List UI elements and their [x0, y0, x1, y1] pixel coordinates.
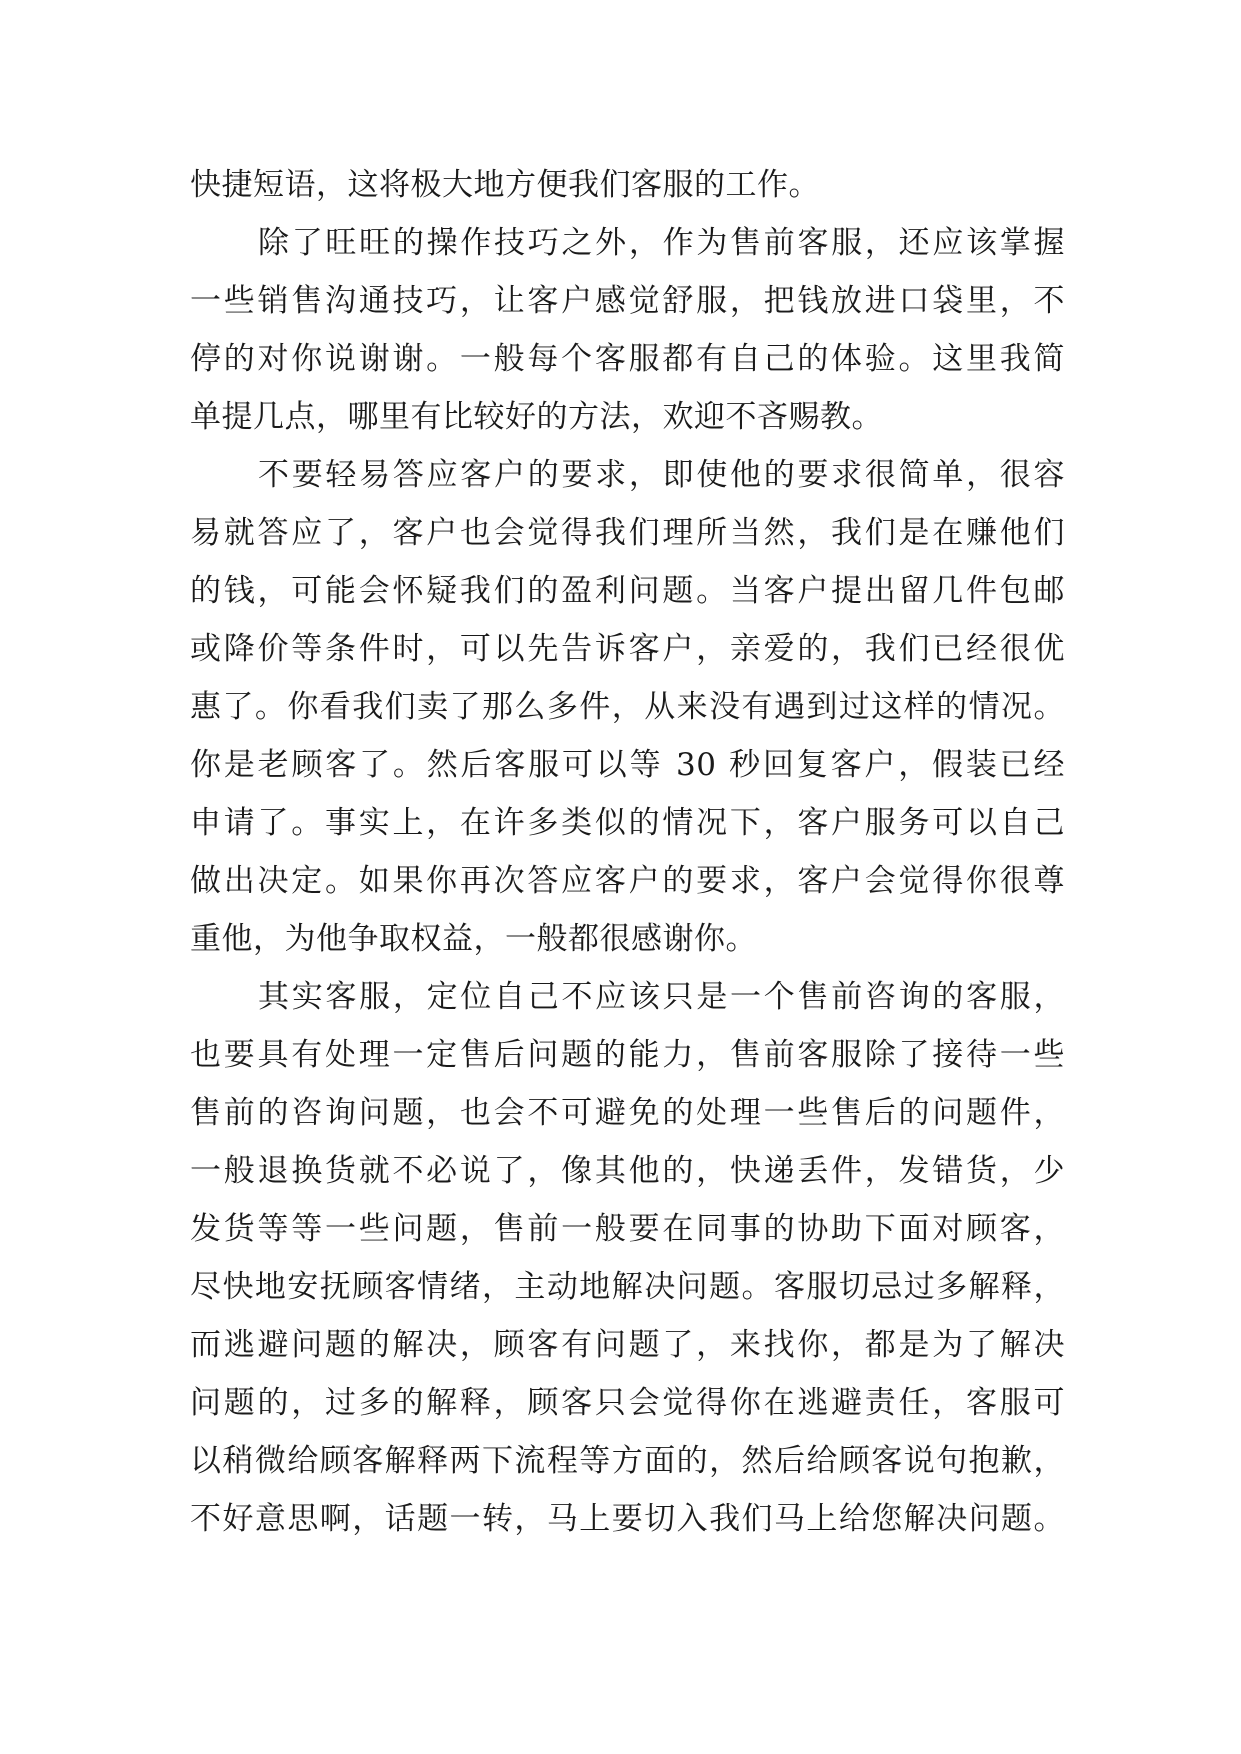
text-line: 做出决定。如果你再次答应客户的要求，客户会觉得你很尊 — [190, 863, 1065, 899]
text-line: 单提几点，哪里有比较好的方法，欢迎不吝赐教。 — [190, 399, 883, 435]
text-line: 以稍微给顾客解释两下流程等方面的，然后给顾客说句抱歉， — [190, 1443, 1065, 1479]
text-line: 或降价等条件时，可以先告诉客户，亲爱的，我们已经很优 — [190, 631, 1065, 667]
text-line: 一般退换货就不必说了，像其他的，快递丢件，发错货，少 — [190, 1153, 1065, 1189]
text-line: 其实客服，定位自己不应该只是一个售前咨询的客服， — [258, 979, 1065, 1015]
text-line: 惠了。你看我们卖了那么多件，从来没有遇到过这样的情况。 — [190, 689, 1065, 725]
text-line: 问题的，过多的解释，顾客只会觉得你在逃避责任，客服可 — [190, 1385, 1065, 1421]
text-line: 不好意思啊，话题一转，马上要切入我们马上给您解决问题。 — [190, 1501, 1065, 1537]
text-line: 而逃避问题的解决，顾客有问题了，来找你，都是为了解决 — [190, 1327, 1065, 1363]
text-line: 也要具有处理一定售后问题的能力，售前客服除了接待一些 — [190, 1037, 1065, 1073]
text-line: 发货等等一些问题，售前一般要在同事的协助下面对顾客， — [190, 1211, 1065, 1247]
text-line: 易就答应了，客户也会觉得我们理所当然，我们是在赚他们 — [190, 515, 1065, 551]
paragraph-1 — [190, 156, 1065, 214]
text-line: 停的对你说谢谢。一般每个客服都有自己的体验。这里我简 — [190, 341, 1065, 377]
text-line: 尽快地安抚顾客情绪，主动地解决问题。客服切忌过多解释， — [190, 1269, 1065, 1305]
paragraph-3 — [190, 446, 1065, 968]
text-line: 重他，为他争取权益，一般都很感谢你。 — [190, 921, 757, 957]
text-line: 除了旺旺的操作技巧之外，作为售前客服，还应该掌握 — [258, 225, 1065, 261]
text-line: 的钱，可能会怀疑我们的盈利问题。当客户提出留几件包邮 — [190, 573, 1065, 609]
paragraph-2 — [190, 214, 1065, 446]
text-line: 快捷短语，这将极大地方便我们客服的工作。 — [190, 167, 820, 203]
paragraph-4 — [190, 968, 1065, 1548]
text-line: 不要轻易答应客户的要求，即使他的要求很简单，很容 — [258, 457, 1065, 493]
document-body — [190, 156, 1065, 1548]
text-line: 售前的咨询问题，也会不可避免的处理一些售后的问题件， — [190, 1095, 1065, 1131]
text-line: 你是老顾客了。然后客服可以等 30 秒回复客户，假装已经 — [190, 747, 1065, 783]
text-line: 一些销售沟通技巧，让客户感觉舒服，把钱放进口袋里，不 — [190, 283, 1065, 319]
text-line: 申请了。事实上，在许多类似的情况下，客户服务可以自己 — [190, 805, 1065, 841]
